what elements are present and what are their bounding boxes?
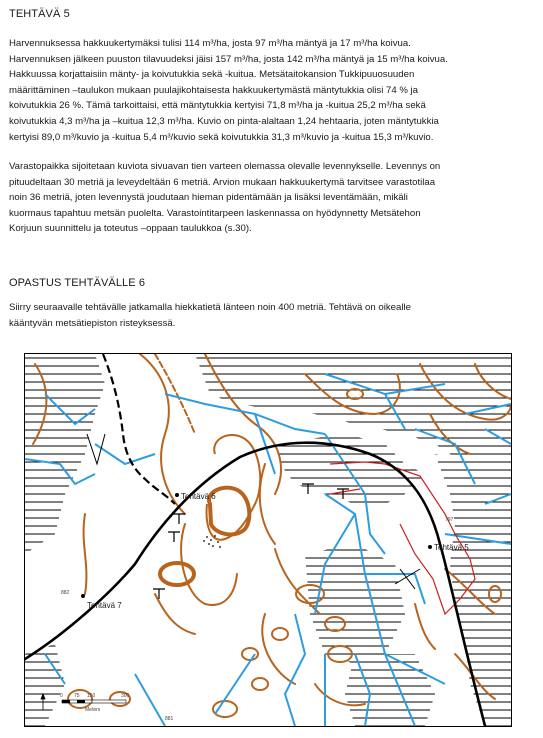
label-task5: Tehtävä 5 (434, 543, 469, 552)
task5-paragraph-2 (9, 159, 537, 237)
text-line: noin 36 metriä, joten levennystä joudutaan hieman pidentämään ja lisäksi leventämään, mikäli (9, 192, 408, 204)
scale-tick: 0 (60, 693, 63, 699)
task5-marker (428, 545, 432, 549)
text-line: kuormaus tapahtuu metsän puolelta. Varastointitarpeen laskennassa on hyödynnetty Metsätehon (9, 207, 421, 219)
task6-marker (175, 493, 179, 497)
scale-tick: 150 (87, 693, 96, 699)
guide6-heading: OPASTUS TEHTÄVÄLLE 6 (9, 277, 146, 289)
text-line: koivutukkia 26 %. Tämä tarkoittaisi, että mäntytukkia kertyisi 71,8 m³/ha ja -kuitua 25,2 m³/ha sekä (9, 100, 426, 112)
rock-dots (203, 535, 221, 548)
label-task6: Tehtävä 6 (181, 492, 216, 501)
text-line: Harvennuksen jälkeen puuston tilavuudeksi jäisi 157 m³/ha, josta 142 m³/ha mäntyä ja 15 m³/ha koivua. (9, 53, 448, 65)
guide6-paragraph (9, 300, 537, 331)
text-line: Korjuun suunnittelu ja toteutus –oppaan taulukkoa (s.30). (9, 223, 252, 235)
scale-tick: 75 (74, 693, 80, 699)
text-line: Harvennuksessa hakkuukertymäksi tulisi 114 m³/ha, josta 97 m³/ha mäntyä ja 17 m³/ha koivua. (9, 38, 411, 49)
task5-paragraph-1 (9, 36, 537, 145)
text-line: Hakkuussa korjattaisiin mänty- ja koivutukkia sekä -kuitua. Metsätaitokansion Tukkipuuosuuden (9, 69, 415, 81)
scale-bar (62, 700, 126, 703)
text-line: määrittäminen –taulukon mukaan puulajikohtaisesta hakkuukertymästä mäntytukkia olisi 74 % ja (9, 84, 419, 96)
spot-height: 797 (445, 517, 454, 523)
spot-height: 882 (61, 590, 70, 596)
text-line: Varastopaikka sijoitetaan kuviota sivuavan tien varteen olemassa olevalle levennykselle. Levennys on (9, 161, 441, 172)
task5-heading: TEHTÄVÄ 5 (9, 8, 70, 20)
text-line: kääntyvän metsätiepiston risteyksessä. (9, 317, 176, 329)
label-task7: Tehtävä 7 (87, 601, 122, 610)
text-line: koivutukkia 4,3 m³/ha ja –kuitua 12,3 m³/ha. Kuvio on pinta-alaltaan 1,24 hehtaaria, joten mäntytukkia (9, 115, 439, 127)
spot-height: 881 (165, 716, 174, 722)
text-line: Siirry seuraavalle tehtävälle jatkamalla hiekkatietä länteen noin 400 metriä. Tehtävä on oikealle (9, 302, 411, 313)
scale-tick: 300 (121, 693, 130, 699)
orienteering-map (24, 353, 512, 727)
text-line: pituudeltaan 30 metriä ja leveydeltään 6 metriä. Arvion mukaan hakkuukertymä tarvitsee varastotilaa (9, 176, 436, 188)
scale-unit: Meters (85, 707, 101, 713)
map-svg (25, 354, 511, 726)
task7-marker (81, 594, 85, 598)
text-line: kertyisi 89,0 m³/kuvio ja -kuitua 5,4 m³/kuvio sekä koivutukkia 31,3 m³/kuvio ja -kuitua 15,3 m³/kuvio. (9, 131, 434, 143)
